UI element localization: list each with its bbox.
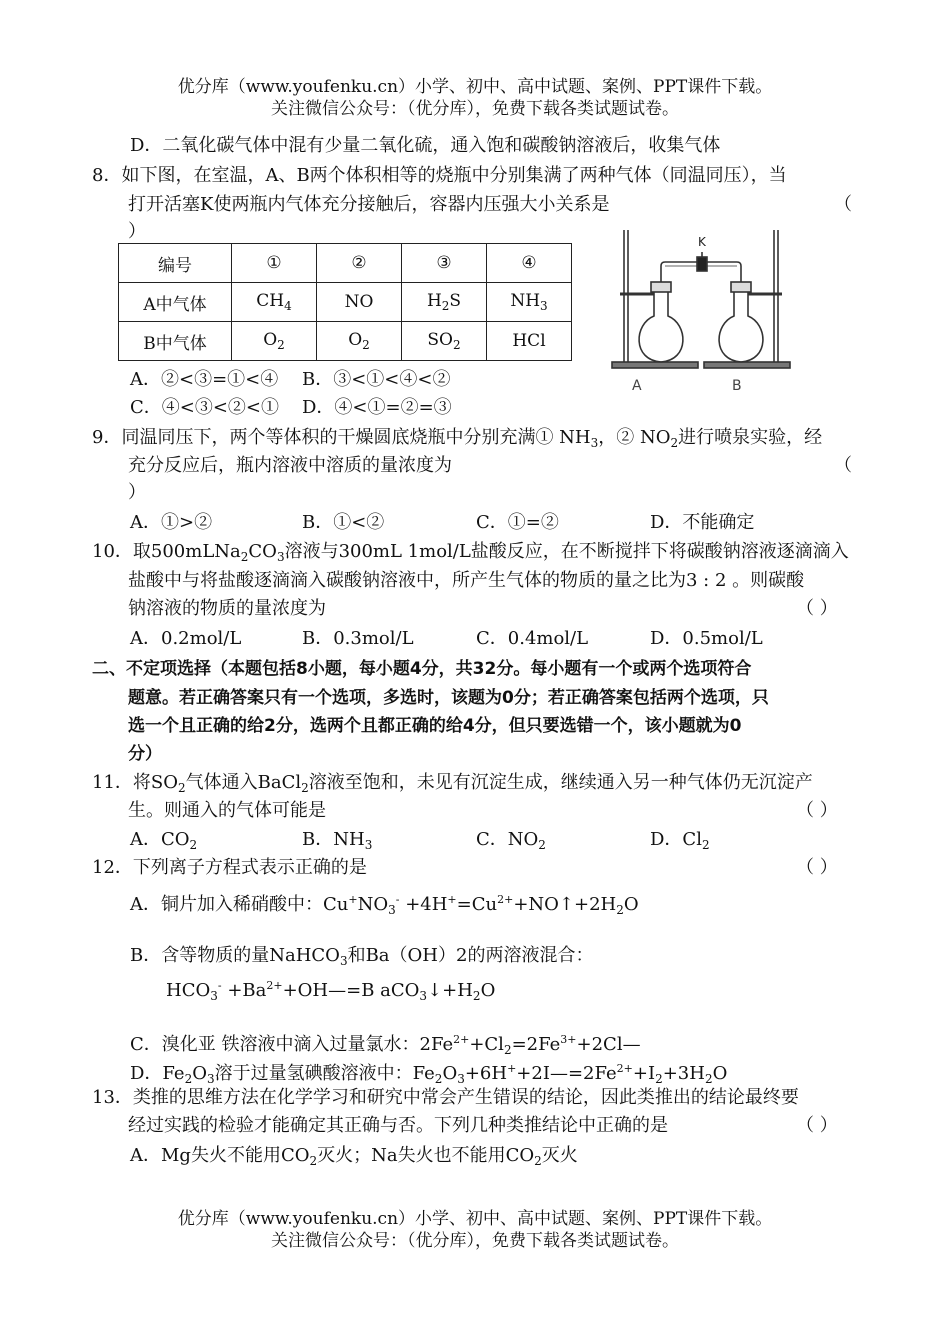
q8-paren-close: ） [128,221,146,242]
q12-option-b-line-1: B．含等物质的量NaHCO$_3$和Ba（OH）2的两溶液混合： [130,945,594,968]
q10-option-d: D．0.5mol/L [650,628,763,649]
q9-paren-open: （ [834,455,852,476]
q9-stem-line-1: 9．同温同压下，两个等体积的干燥圆底烧瓶中分别充满① $NH_3$，② $NO_2$进行喷泉实验，经 [92,427,823,450]
section2-line-2: 题意。若正确答案只有一个选项，多选时，该题为0分；若正确答案包括两个选项，只 [128,688,769,708]
q8-option-a: A．②<③=①<④ [130,369,279,390]
table-cell: ① [232,244,317,283]
header-line-2: 关注微信公众号：（优分库），免费下载各类试题试卷。 [271,99,679,119]
q11-option-a: A．$CO_2$ [130,829,198,852]
q8-option-b: B．③<①<④<② [302,369,451,390]
q10-option-a: A．0.2mol/L [130,628,242,649]
q8-paren-open: （ [834,194,852,215]
gas-table [118,243,572,361]
section2-line-1: 二、不定项选择（本题包括8小题，每小题4分，共32分。每小题有一个或两个选项符合 [92,659,752,679]
q10-stem-line-1: 10．取$500mLNa_2CO_3$溶液与300mL 1mol/L盐酸反应，在不断搅拌下将碳酸钠溶液逐滴滴入 [92,541,849,564]
flask-a-label: A [632,378,642,394]
q11-answer-paren: （ ） [796,800,838,821]
q8-stem-line-1: 8．如下图，在室温，A、B两个体积相等的烧瓶中分别集满了两种气体（同温同压），当 [92,165,787,186]
q11-option-b: B．$NH_3$ [302,829,373,852]
q12-option-c: C．溴化亚 铁溶液中滴入过量氯水：$2Fe^{2+}+Cl_2=2Fe^{3+}+2Cl—$ [130,1033,641,1057]
q9-paren-close: ） [128,482,146,503]
table-cell: HCl [487,322,572,361]
q13-answer-paren: （ ） [796,1115,838,1136]
q10-option-c: C．0.4mol/L [476,628,589,649]
q12-option-d: D．$Fe_2O_3$溶于过量氢碘酸溶液中：$Fe_2O_3+6H^++2I—=2Fe^{2+}+I_2+3H_2O$ [130,1062,728,1086]
table-cell: $O_2$ [317,322,402,361]
table-row-label: A中气体 [119,283,232,322]
section2-line-4: 分） [128,744,162,764]
q11-option-c: C．$NO_2$ [476,829,546,852]
q12-option-b-line-2: $HCO_3^-$ $+Ba^{2+}+OH—=B$ $aCO_3↓+H_2O$ [166,979,496,1003]
flask-b-label: B [732,378,742,394]
q13-option-a: A．Mg失火不能用$CO_2$灭火；Na失火也不能用$CO_2$灭火 [130,1145,578,1168]
q10-stem-line-2: 盐酸中与将盐酸逐滴滴入碳酸钠溶液中，所产生气体的物质的量之比为3 : 2 。则碳酸 [128,570,805,591]
valve-label: K [698,235,706,249]
table-cell: $SO_2$ [402,322,487,361]
table-header-row [119,244,572,283]
q10-option-b: B．0.3mol/L [302,628,414,649]
table-row-b [119,322,572,361]
q11-stem-line-1: 11．将$SO_2$气体通入BaCl$_2$溶液至饱和，未见有沉淀生成，继续通入另一种气体仍无沉淀产 [92,772,813,795]
table-cell: ④ [487,244,572,283]
footer-line-2: 关注微信公众号：（优分库），免费下载各类试题试卷。 [271,1231,679,1251]
q9-option-d: D．不能确定 [650,512,755,533]
table-cell: 编号 [119,244,232,283]
q13-stem-line-2: 经过实践的检验才能确定其正确与否。下列几种类推结论中正确的是 [128,1115,668,1136]
q9-option-a: A．①>② [130,512,213,533]
table-cell: $NH_3$ [487,283,572,322]
q8-option-c: C．④<③<②<① [130,397,280,418]
q9-stem-line-2: 充分反应后，瓶内溶液中溶质的量浓度为 [128,455,452,476]
q9-option-c: C．①=② [476,512,559,533]
q12-option-a: A．铜片加入稀硝酸中：$Cu^+NO_3^-$ $+4H^+=Cu^{2+}+NO↑+2H_2O$ [130,893,639,917]
q12-answer-paren: （ ） [796,857,838,878]
table-cell: ③ [402,244,487,283]
flask-apparatus-figure [606,226,796,398]
q10-stem-line-3: 钠溶液的物质的量浓度为 [128,598,326,619]
q9-option-b: B．①<② [302,512,385,533]
header-line-1: 优分库（www.youfenku.cn）小学、初中、高中试题、案例、PPT课件下载。 [177,77,773,97]
table-cell: $CH_4$ [232,283,317,322]
section2-line-3: 选一个且正确的给2分，选两个且都正确的给4分，但只要选错一个，该小题就为0 [128,716,742,736]
table-cell: $H_2S$ [402,283,487,322]
table-cell: $O_2$ [232,322,317,361]
q11-option-d: D．$Cl_2$ [650,829,710,852]
q12-stem: 12．下列离子方程式表示正确的是 [92,857,367,878]
q10-answer-paren: （ ） [796,598,838,619]
table-cell: ② [317,244,402,283]
q7-option-d: D．二氧化碳气体中混有少量二氧化硫，通入饱和碳酸钠溶液后，收集气体 [130,135,721,156]
table-row-a [119,283,572,322]
q11-stem-line-2: 生。则通入的气体可能是 [128,800,326,821]
q8-option-d: D．④<①=②=③ [302,397,452,418]
table-cell: NO [317,283,402,322]
table-row-label: B中气体 [119,322,232,361]
q8-stem-line-2: 打开活塞K使两瓶内气体充分接触后，容器内压强大小关系是 [128,194,610,215]
q13-stem-line-1: 13．类推的思维方法在化学学习和研究中常会产生错误的结论，因此类推出的结论最终要 [92,1087,799,1108]
footer-line-1: 优分库（www.youfenku.cn）小学、初中、高中试题、案例、PPT课件下载。 [177,1209,773,1229]
